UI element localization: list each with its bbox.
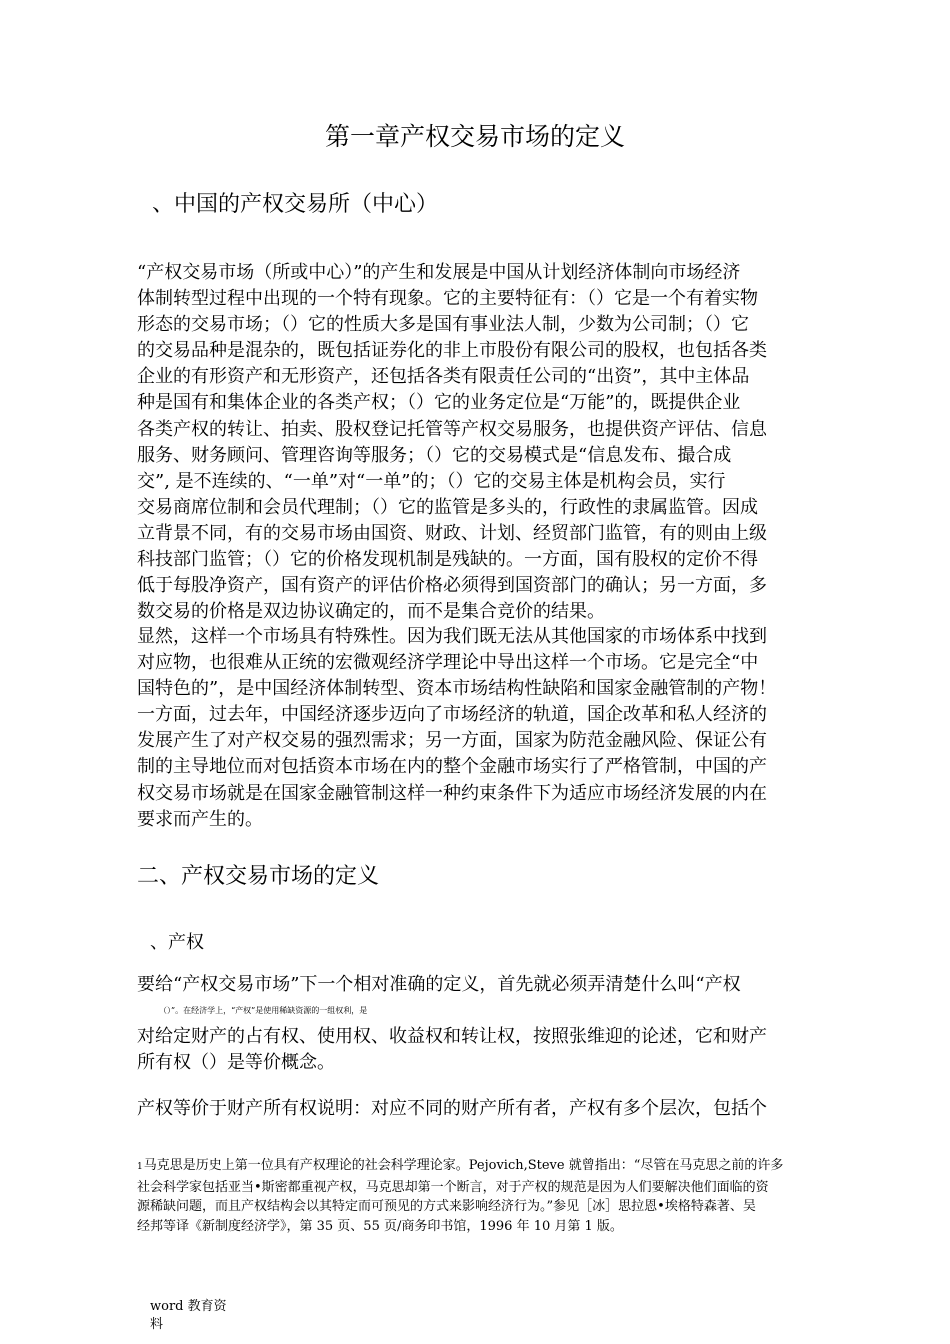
text-line: 交”, 是不连续的、“一单”对“一单”的；（）它的交易主体是机构会员，实行 [137, 470, 726, 492]
text-line: 要求而产生的。 [137, 808, 263, 830]
text-line: 的交易品种是混杂的，既包括证券化的非上市股份有限公司的股权，也包括各类 [137, 340, 767, 362]
text-line: 权交易市场就是在国家金融管制这样一种约束条件下为适应市场经济发展的内在 [137, 782, 767, 804]
text-line: 各类产权的转让、拍卖、股权登记托管等产权交易服务，也提供资产评估、信息 [137, 418, 767, 440]
subsection-heading-property-rights: 、产权 [150, 932, 204, 953]
footnote-line [137, 1156, 821, 1178]
text-line: 国特色的”，是中国经济体制转型、资本市场结构性缺陷和国家金融管制的产物！ [137, 678, 777, 700]
text-line: 种是国有和集体企业的各类产权；（）它的业务定位是“万能”的，既提供企业 [137, 392, 741, 414]
text-line: 服务、财务顾问、管理咨询等服务；（）它的交易模式是“信息发布、撮合成 [137, 444, 732, 466]
paragraph-market-particularity [137, 624, 821, 833]
text-line: 产权等价于财产所有权说明：对应不同的财产所有者，产权有多个层次，包括个 [137, 1098, 767, 1119]
footer-line: word 教育资 [150, 1299, 227, 1314]
paragraph-ownership-levels [137, 1096, 821, 1122]
text-line: 低于每股净资产，国有资产的评估价格必须得到国资部门的确认；另一方面，多 [137, 575, 767, 597]
text-line: 发展产生了对产权交易的强烈需求；另一方面，国家为防范金融风险、保证公有 [137, 730, 767, 752]
text-line: 体制转型过程中出现的一个特有现象。它的主要特征有：（）它是一个有着实物 [137, 288, 758, 310]
text-line: 企业的有形资产和无形资产，还包括各类有限责任公司的“出资”，其中主体品 [137, 366, 750, 388]
section-heading-exchange-centers: 、中国的产权交易所（中心） [152, 192, 439, 217]
chapter-title: 第一章产权交易市场的定义 [324, 122, 625, 151]
page-footer [150, 1298, 240, 1334]
text-line: （）”。在经济学上，“产权”是使用稀缺资源的一组权利，是 [159, 1006, 368, 1016]
text-line: 数交易的价格是双边协议确定的，而不是集合竞价的结果。 [137, 601, 605, 623]
text-line: 对给定财产的占有权、使用权、收益权和转让权，按照张维迎的论述，它和财产 [137, 1026, 767, 1048]
text-line: 立背景不同，有的交易市场由国资、财政、计划、经贸部门监管，有的则由上级 [137, 522, 767, 544]
footnote-line: 经邦等译《新制度经济学》，第 35 页、55 页/商务印书馆，1996 年 10 月第 1 版。 [137, 1218, 623, 1234]
text-line: 要给“产权交易市场”下一个相对准确的定义，首先就必须弄清楚什么叫“产权 [137, 974, 741, 995]
text-line: 对应物，也很难从正统的宏微观经济学理论中导出这样一个市场。它是完全“中 [137, 652, 759, 674]
text-line: 显然，这样一个市场具有特殊性。因为我们既无法从其他国家的市场体系中找到 [137, 626, 767, 647]
text-line: 一方面，过去年，中国经济逐步迈向了市场经济的轨道，国企改革和私人经济的 [137, 704, 767, 726]
footnote-line: 源稀缺问题，而且产权结构会以其特定而可预见的方式来影响经济行为。”参见［冰］思拉恩•埃格特森著、吴 [137, 1199, 756, 1215]
paragraph-market-features [137, 260, 821, 625]
paragraph-property-rights-definition [137, 972, 821, 1076]
footnote-line: 社会科学家包括亚当•斯密都重视产权，马克思却第一个断言，对于产权的规范是因为人们要解决他们面临的资 [137, 1179, 769, 1195]
footnote-text: 马克思是历史上第一位具有产权理论的社会科学理论家。Pejovich,Steve 就曾指出：“尽管在马克思之前的许多 [143, 1158, 784, 1173]
text-line: 科技部门监管；（）它的价格发现机制是残缺的。一方面，国有股权的定价不得 [137, 549, 758, 571]
text-line: 形态的交易市场；（）它的性质大多是国有事业法人制，少数为公司制；（）它 [137, 314, 749, 336]
section-heading-definition: 二、产权交易市场的定义 [137, 864, 380, 889]
text-line: 制的主导地位而对包括资本市场在内的整个金融市场实行了严格管制，中国的产 [137, 756, 767, 778]
text-line: 所有权（）是等价概念。 [137, 1052, 335, 1074]
text-line: 交易商席位制和会员代理制；（）它的监管是多头的，行政性的隶属监管。因成 [137, 496, 758, 518]
footnote [137, 1156, 821, 1236]
footnote-marker: 1 [137, 1162, 143, 1172]
text-line: “产权交易市场（所或中心）”的产生和发展是中国从计划经济体制向市场经济 [137, 262, 741, 283]
footer-line: 料 [150, 1317, 164, 1332]
